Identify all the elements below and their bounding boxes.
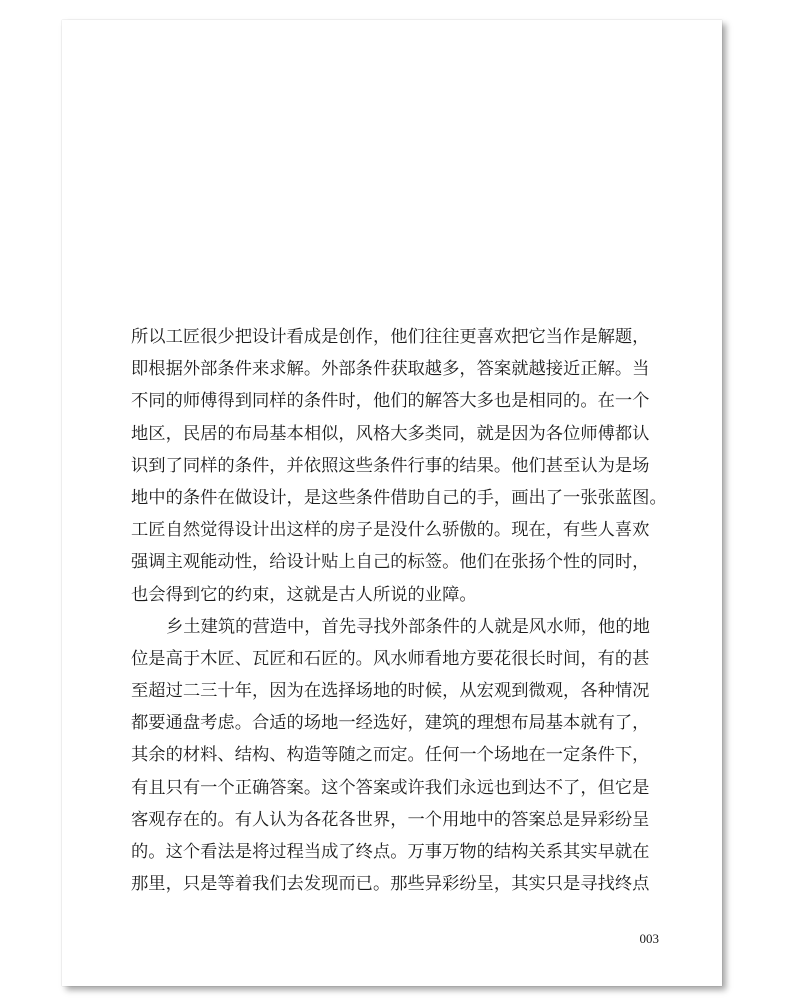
text-line: 工匠自然觉得设计出这样的房子是没什么骄傲的。现在，有些人喜欢	[131, 520, 650, 541]
paragraph-start-line: 乡土建筑的营造中，首先寻找外部条件的人就是风水师，他的地	[166, 616, 650, 637]
text-line: 所以工匠很少把设计看成是创作，他们往往更喜欢把它当作是解题，	[131, 327, 650, 347]
text-line: 那里，只是等着我们去发现而已。那些异彩纷呈，其实只是寻找终点	[131, 874, 650, 895]
book-page	[62, 20, 722, 986]
text-line: 不同的师傅得到同样的条件时，他们的解答大多也是相同的。在一个	[131, 391, 650, 412]
body-text	[131, 321, 667, 900]
text-line: 位是高于木匠、瓦匠和石匠的。风水师看地方要花很长时间，有的甚	[131, 648, 650, 669]
text-line: 地中的条件在做设计，是这些条件借助自己的手，画出了一张张蓝图。	[131, 487, 667, 508]
text-line: 有且只有一个正确答案。这个答案或许我们永远也到达不了，但它是	[131, 777, 650, 798]
text-line: 强调主观能动性，给设计贴上自己的标签。他们在张扬个性的同时，	[131, 552, 650, 573]
text-line: 其余的材料、结构、构造等随之而定。任何一个场地在一定条件下，	[131, 745, 650, 766]
text-line: 至超过二三十年，因为在选择场地的时候，从宏观到微观，各种情况	[131, 681, 650, 702]
text-line: 即根据外部条件来求解。外部条件获取越多，答案就越接近正解。当	[131, 359, 650, 380]
text-line: 识到了同样的条件，并依照这些条件行事的结果。他们甚至认为是场	[131, 455, 650, 476]
page-number: 003	[639, 931, 659, 946]
text-line: 地区，民居的布局基本相似，风格大多类同，就是因为各位师傅都认	[131, 423, 650, 444]
text-line: 也会得到它的约束，这就是古人所说的业障。	[131, 584, 477, 605]
text-line: 都要通盘考虑。合适的场地一经选好，建筑的理想布局基本就有了，	[131, 713, 650, 734]
text-line: 的。这个看法是将过程当成了终点。万事万物的结构关系其实早就在	[131, 842, 650, 862]
text-line: 客观存在的。有人认为各花各世界，一个用地中的答案总是异彩纷呈	[131, 809, 650, 830]
